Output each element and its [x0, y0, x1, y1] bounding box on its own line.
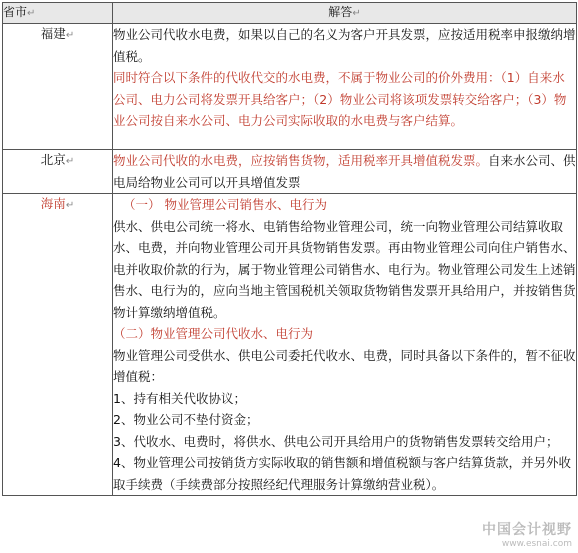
watermark-url: www.esnai.com	[501, 539, 572, 549]
answer-hainan	[113, 194, 577, 496]
answer-hainan-i1: 1、持有相关代收协议；	[113, 390, 246, 406]
table-row-beijing	[3, 150, 577, 194]
watermark-text: 中国会计视野	[482, 522, 572, 538]
header-answer: 解答↵	[113, 3, 577, 24]
province-hainan: 海南↵	[3, 194, 113, 496]
table-row-fujian	[3, 24, 577, 150]
answer-hainan-h2: （二）物业管理公司代收水、电行为	[113, 326, 314, 341]
answer-hainan-p2: 物业管理公司受供水、供电公司委托代收水、电费，同时具备以下条件的，暂不征收增值税：	[113, 347, 576, 384]
answer-fujian-p1: 物业公司代收水电费，如果以自己的名义为客户开具发票，应按适用税率申报缴纳增值税。	[113, 27, 576, 64]
answer-beijing-p1: 物业公司代收的水电费，应按销售货物，适用税率开具增值税发票。	[113, 153, 489, 168]
answer-hainan-h1: （一） 物业管理公司销售水、电行为	[123, 197, 327, 212]
answer-hainan-i4: 4、物业管理公司按销货方实际收取的销售额和增值税额与客户结算货款，并另外收取手续费（手续费部分按照经纪代理服务计算缴纳营业税）。	[113, 455, 571, 492]
answer-hainan-i3: 3、代收水、电费时，将供水、供电公司开具给用户的货物销售发票转交给用户；	[113, 433, 559, 449]
answer-hainan-i2: 2、物业公司不垫付资金；	[113, 412, 259, 427]
answer-fujian-p2: 同时符合以下条件的代收代交的水电费，不属于物业公司的价外费用：（1）自来水公司、电力公司将发票开具给客户；（2）物业公司将该项发票转交给客户；（3）物业公司按自来水公司、电力公司实际收取的水电费与客户结算。	[113, 70, 567, 128]
province-fujian: 福建↵	[3, 24, 113, 150]
header-row	[3, 3, 577, 24]
header-province: 省市↵	[3, 3, 113, 24]
answer-fujian	[113, 24, 577, 150]
answer-beijing	[113, 150, 577, 194]
answer-table	[2, 2, 577, 496]
watermark	[482, 519, 572, 549]
answer-hainan-p1: 供水、供电公司统一将水、电销售给物业管理公司，统一向物业管理公司结算收取水、电费，并向物业管理公司开具货物销售发票。再由物业管理公司向住户销售水、电并收取价款的行为，属于物业管理公司销售水、电行为。物业管理公司发生上述销售水、电行为的，应向当地主管国税机关领取货物销售发票开具给用户，并按销售货物计算缴纳增值税。	[113, 218, 576, 320]
province-beijing: 北京↵	[3, 150, 113, 194]
table-row-hainan	[3, 194, 577, 496]
answer-beijing-p2: 自来水公司、供电局给物业公司可以开具增值发票	[113, 153, 576, 190]
